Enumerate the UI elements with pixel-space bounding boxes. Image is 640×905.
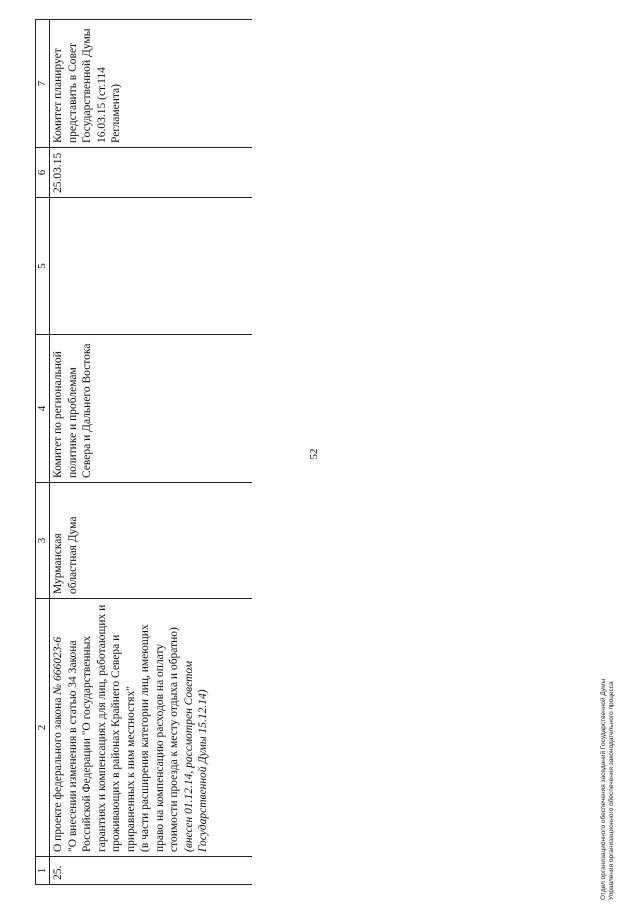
footer	[600, 600, 616, 900]
column-5-cell	[50, 198, 253, 335]
committee-cell: Комитет по региональной политике и проблемам Севера и Дальнего Востока	[50, 335, 253, 483]
footer-line: Отдел организационного обеспечения заседаний Государственной Думы	[600, 678, 607, 900]
document-sheet	[35, 20, 630, 885]
bill-description: "О внесении изменения в статью 34 Закона Российской Федерации "О государственных гарантиях и компенсациях для лиц, работающих и проживающих в районах Крайнего Севера и приравненных к ним местностях"	[66, 604, 137, 852]
column-header: 6	[36, 148, 50, 198]
column-header: 5	[36, 198, 50, 335]
column-header: 2	[36, 599, 50, 857]
column-header: 1	[36, 857, 50, 885]
table-header-row	[36, 20, 50, 885]
initiator-cell: Мурманская областная Дума	[50, 483, 253, 599]
date-cell: 25.03.15	[50, 148, 253, 198]
bill-cell	[50, 599, 253, 857]
bill-note: (в части расширения категории лиц, имеющих право на компенсацию расходов на оплату стоимости проезда к месту отдыха и обратно)	[139, 624, 180, 852]
bill-submitted: (внесен 01.12.14, рассмотрен Советом Государственной Думы 15.12.14)	[182, 660, 209, 852]
column-header: 4	[36, 335, 50, 483]
plan-cell: Комитет планирует представить в Совет Государственной Думы 16.03.15 (ст.114 Регламента)	[50, 20, 253, 148]
table-row	[50, 20, 253, 885]
column-header: 7	[36, 20, 50, 148]
bill-title-prefix: О проекте федерального закона	[52, 694, 64, 852]
bill-number: № 666023-6	[52, 636, 64, 695]
footer-line: Управления организационного обеспечения законодательного процесса	[608, 681, 615, 900]
bills-table	[35, 19, 252, 885]
column-header: 3	[36, 483, 50, 599]
page-number: 52	[308, 448, 320, 460]
row-number: 25.	[50, 857, 253, 885]
